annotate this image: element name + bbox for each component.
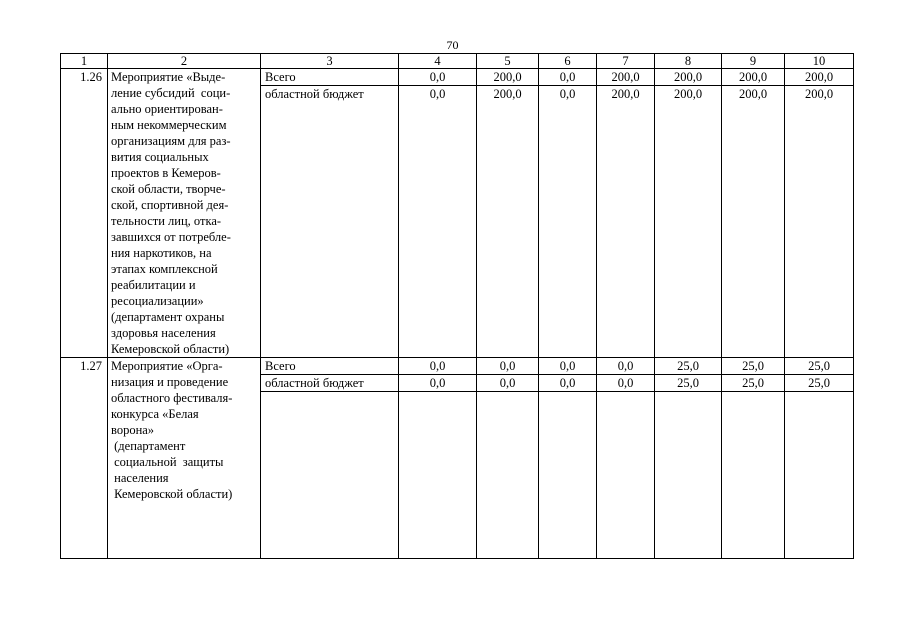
value-cell: 0,0 bbox=[539, 69, 597, 86]
empty-cell bbox=[261, 392, 399, 559]
page-number: 70 bbox=[446, 38, 459, 52]
funding-source: Всего bbox=[261, 69, 399, 86]
empty-cell bbox=[261, 102, 399, 357]
value-cell: 200,0 bbox=[785, 86, 854, 103]
empty-cell bbox=[539, 102, 597, 357]
value-cell: 0,0 bbox=[597, 358, 655, 375]
value-cell: 200,0 bbox=[477, 86, 539, 103]
value-cell: 200,0 bbox=[655, 86, 722, 103]
value-cell: 0,0 bbox=[399, 375, 477, 392]
funding-source: областной бюджет bbox=[261, 375, 399, 392]
value-cell: 25,0 bbox=[785, 358, 854, 375]
col-header: 10 bbox=[785, 54, 854, 69]
value-cell: 200,0 bbox=[597, 69, 655, 86]
empty-cell bbox=[539, 392, 597, 559]
header-row bbox=[61, 54, 854, 69]
value-cell: 0,0 bbox=[597, 375, 655, 392]
empty-cell bbox=[722, 102, 785, 357]
col-header: 1 bbox=[61, 54, 108, 69]
row-number: 1.26 bbox=[61, 69, 108, 358]
value-cell: 200,0 bbox=[722, 69, 785, 86]
empty-cell bbox=[785, 102, 854, 357]
col-header: 4 bbox=[399, 54, 477, 69]
measure-description: Мероприятие «Выде- ление субсидий соци- ально ориентирован- ным некоммерческим организациям для раз- вития социальных проектов в Кемеров- ской области, творче- ской, спортивной дея- тельности лиц, отка- завшихся от потребле- ния наркотиков, на этапах комплексной реабилитации и ресоциализации» (департамент охраны здоровья населения Кемеровской области) bbox=[108, 69, 261, 358]
empty-cell bbox=[399, 102, 477, 357]
funding-source: Всего bbox=[261, 358, 399, 375]
col-header: 7 bbox=[597, 54, 655, 69]
col-header: 2 bbox=[108, 54, 261, 69]
col-header: 3 bbox=[261, 54, 399, 69]
budget-table bbox=[60, 53, 854, 559]
value-cell: 200,0 bbox=[655, 69, 722, 86]
value-cell: 200,0 bbox=[477, 69, 539, 86]
empty-cell bbox=[477, 102, 539, 357]
row-number: 1.27 bbox=[61, 358, 108, 559]
table-row bbox=[61, 69, 854, 86]
empty-cell bbox=[722, 392, 785, 559]
empty-cell bbox=[655, 102, 722, 357]
value-cell: 0,0 bbox=[477, 375, 539, 392]
value-cell: 25,0 bbox=[655, 375, 722, 392]
empty-cell bbox=[597, 392, 655, 559]
value-cell: 200,0 bbox=[722, 86, 785, 103]
value-cell: 0,0 bbox=[539, 375, 597, 392]
funding-source: областной бюджет bbox=[261, 86, 399, 103]
value-cell: 25,0 bbox=[655, 358, 722, 375]
empty-cell bbox=[477, 392, 539, 559]
col-header: 6 bbox=[539, 54, 597, 69]
value-cell: 0,0 bbox=[539, 358, 597, 375]
value-cell: 0,0 bbox=[539, 86, 597, 103]
col-header: 9 bbox=[722, 54, 785, 69]
value-cell: 25,0 bbox=[722, 358, 785, 375]
measure-description: Мероприятие «Орга- низация и проведение областного фестиваля- конкурса «Белая ворона» (департамент социальной защиты населения Кемеровской области) bbox=[108, 358, 261, 559]
value-cell: 200,0 bbox=[785, 69, 854, 86]
empty-cell bbox=[597, 102, 655, 357]
value-cell: 25,0 bbox=[785, 375, 854, 392]
value-cell: 0,0 bbox=[399, 358, 477, 375]
empty-cell bbox=[655, 392, 722, 559]
value-cell: 25,0 bbox=[722, 375, 785, 392]
empty-cell bbox=[399, 392, 477, 559]
value-cell: 0,0 bbox=[477, 358, 539, 375]
col-header: 5 bbox=[477, 54, 539, 69]
empty-cell bbox=[785, 392, 854, 559]
table-row bbox=[61, 358, 854, 375]
value-cell: 0,0 bbox=[399, 69, 477, 86]
value-cell: 0,0 bbox=[399, 86, 477, 103]
value-cell: 200,0 bbox=[597, 86, 655, 103]
col-header: 8 bbox=[655, 54, 722, 69]
